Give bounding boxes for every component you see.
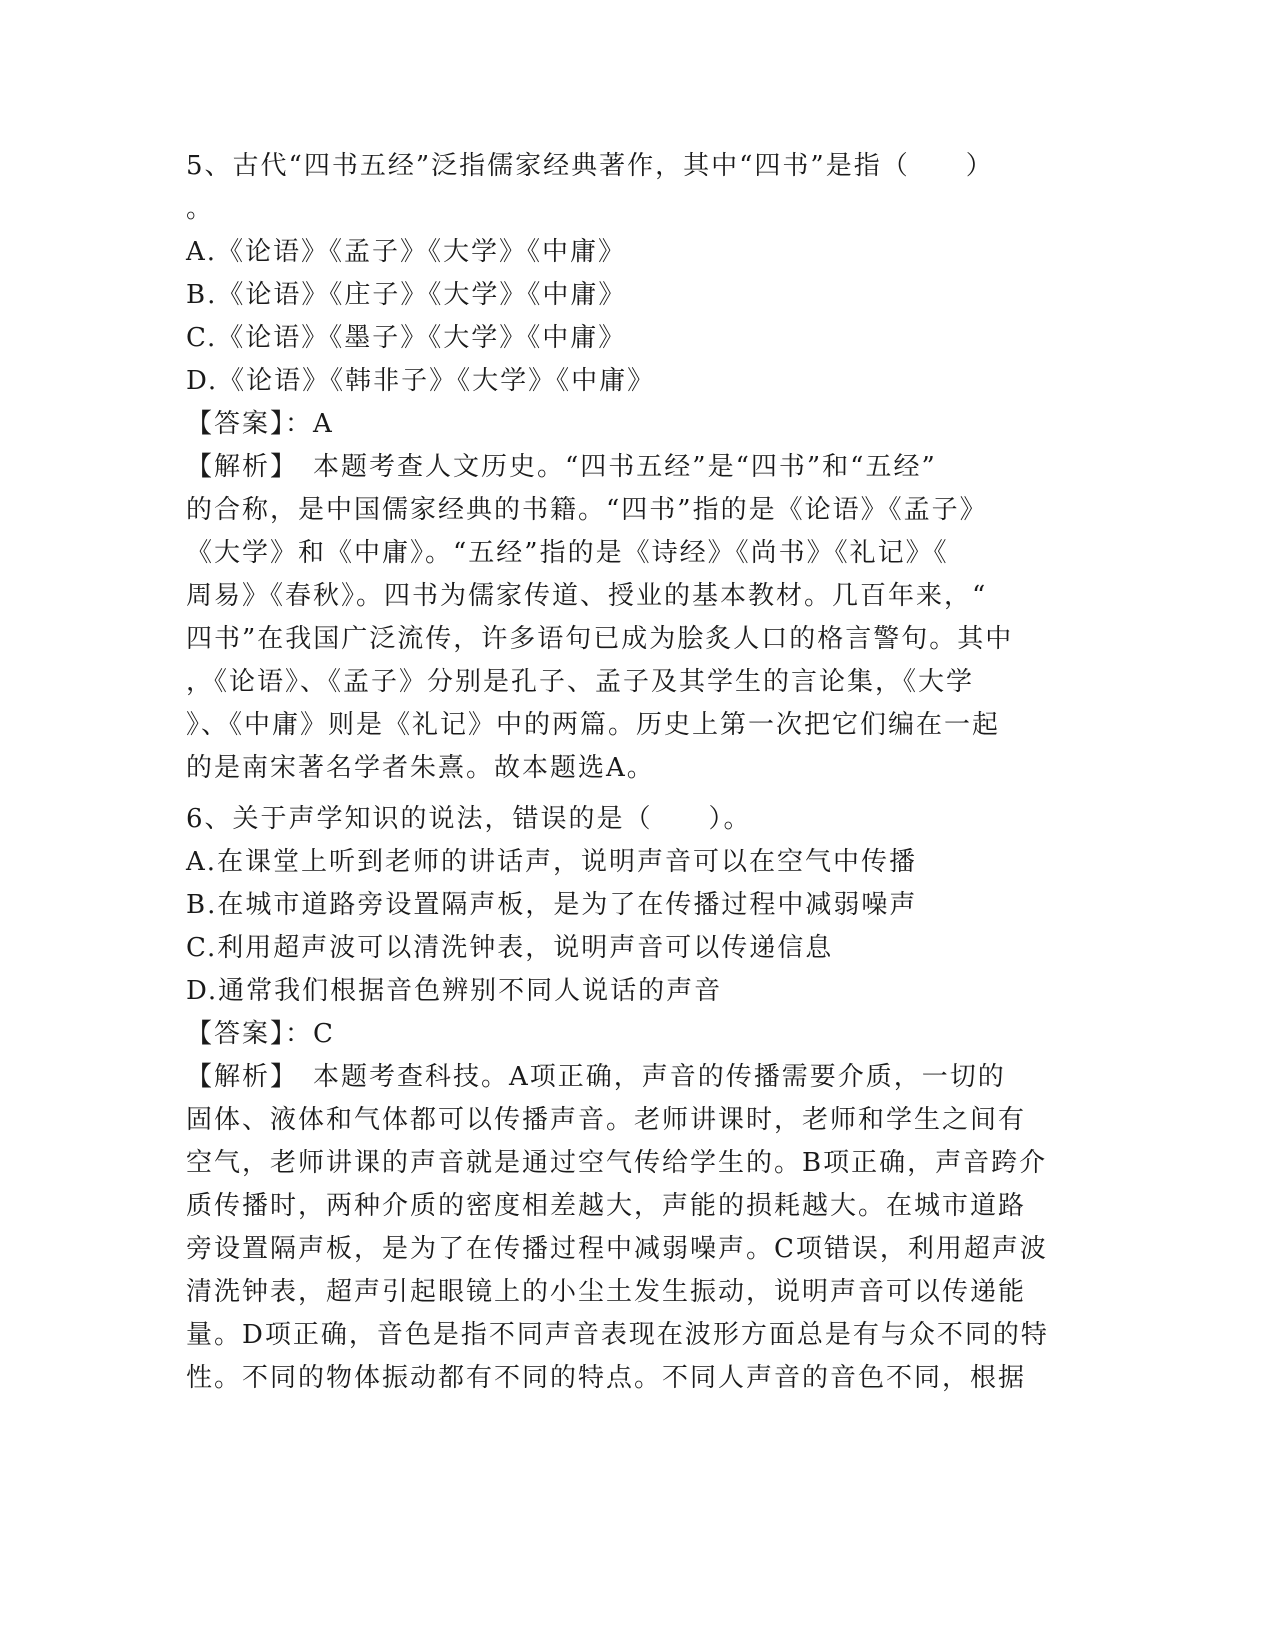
- analysis-line: 的是南宋著名学者朱熹。故本题选A。: [186, 753, 655, 783]
- analysis-line: 的合称，是中国儒家经典的书籍。“四书”指的是《论语》《孟子》: [186, 495, 988, 525]
- analysis-line: ，《论语》、《孟子》分别是孔子、孟子及其学生的言论集，《大学: [186, 667, 975, 697]
- option-a: A.在课堂上听到老师的讲话声，说明声音可以在空气中传播: [186, 847, 918, 877]
- analysis-line: 周易》《春秋》。四书为儒家传道、授业的基本教材。几百年来，“: [186, 581, 988, 611]
- option-c: C.《论语》《墨子》《大学》《中庸》: [186, 323, 627, 353]
- analysis-line: 《大学》和《中庸》。“五经”指的是《诗经》《尚书》《礼记》《: [186, 538, 949, 568]
- question-stem: 6、关于声学知识的说法，错误的是（ ）。: [186, 804, 752, 834]
- option-a: A.《论语》《孟子》《大学》《中庸》: [186, 237, 627, 267]
- analysis-line: 固体、液体和气体都可以传播声音。老师讲课时，老师和学生之间有: [186, 1105, 1027, 1135]
- question-stem: 。: [186, 194, 215, 224]
- question-stem: 5、古代“四书五经”泛指儒家经典著作，其中“四书”是指（ ）: [186, 151, 994, 181]
- analysis-line: 》、《中庸》则是《礼记》中的两篇。历史上第一次把它们编在一起: [186, 710, 1001, 740]
- analysis-line: 质传播时，两种介质的密度相差越大，声能的损耗越大。在城市道路: [186, 1191, 1027, 1221]
- option-d: D.通常我们根据音色辨别不同人说话的声音: [186, 976, 723, 1006]
- option-c: C.利用超声波可以清洗钟表，说明声音可以传递信息: [186, 933, 834, 963]
- analysis-line: 【解析】 本题考查科技。A项正确，声音的传播需要介质，一切的: [186, 1062, 1006, 1092]
- option-d: D.《论语》《韩非子》《大学》《中庸》: [186, 366, 656, 396]
- analysis-line: 性。不同的物体振动都有不同的特点。不同人声音的音色不同，根据: [186, 1363, 1027, 1393]
- option-b: B.在城市道路旁设置隔声板，是为了在传播过程中减弱噪声: [186, 890, 918, 920]
- option-b: B.《论语》《庄子》《大学》《中庸》: [186, 280, 627, 310]
- answer-line: 【答案】：C: [186, 1019, 335, 1049]
- question-6: [186, 798, 1066, 1400]
- analysis-line: 【解析】 本题考查人文历史。“四书五经”是“四书”和“五经”: [186, 452, 937, 482]
- question-5: [186, 145, 1066, 790]
- analysis-line: 清洗钟表，超声引起眼镜上的小尘土发生振动，说明声音可以传递能: [186, 1277, 1027, 1307]
- analysis-line: 空气，老师讲课的声音就是通过空气传给学生的。B项正确，声音跨介: [186, 1148, 1048, 1178]
- page-content: [186, 145, 1066, 1400]
- analysis-line: 旁设置隔声板，是为了在传播过程中减弱噪声。C项错误，利用超声波: [186, 1234, 1048, 1264]
- question-gap: [186, 790, 1066, 798]
- answer-line: 【答案】：A: [186, 409, 334, 439]
- analysis-line: 量。D项正确，音色是指不同声音表现在波形方面总是有与众不同的特: [186, 1320, 1049, 1350]
- analysis-line: 四书”在我国广泛流传，许多语句已成为脍炙人口的格言警句。其中: [186, 624, 1014, 654]
